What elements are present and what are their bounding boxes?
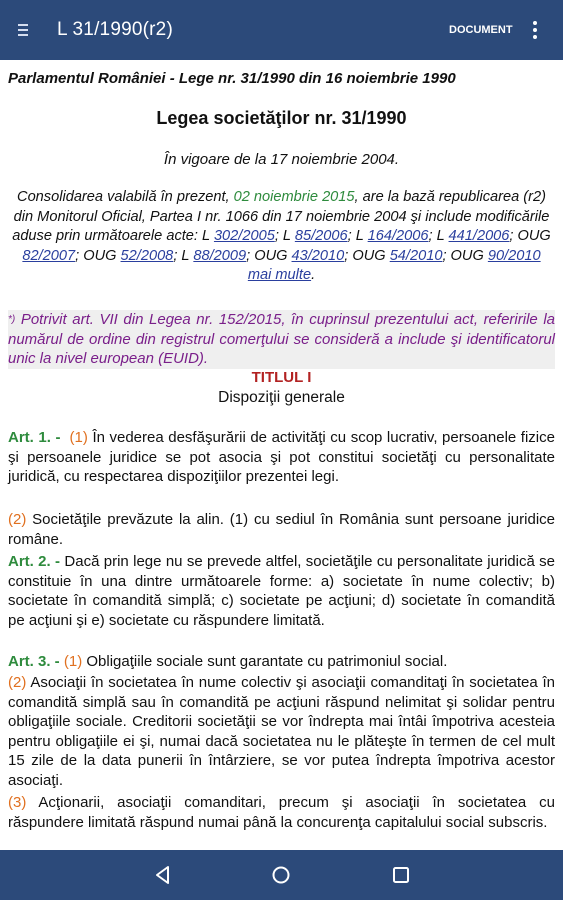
nav-back-icon[interactable] <box>152 864 174 886</box>
note-text: Potrivit art. VII din Legea nr. 152/2015, în cuprinsul prezentului act, referirile la numărul de ordine din registrul comerţului se consideră a include şi identificatorul unic la nivel european (EUID). <box>8 311 555 367</box>
act-link[interactable]: 54/2010 <box>389 247 443 264</box>
in-force-date: În vigoare de la 17 noiembrie 2004. <box>163 151 400 168</box>
paragraph-number: (1) <box>69 429 88 446</box>
act-link[interactable]: 43/2010 <box>291 247 345 264</box>
article-2: Art. 2. - Dacă prin lege nu se prevede altfel, societăţile cu personalitate juridică se constituie în una dintre următoarele forme: a) societate în nume colectiv; b) societate în comandită simplă; c) societate pe acţiuni; d) societate în comandită pe acţiuni şi e) societate cu răspundere limitată. <box>8 553 555 629</box>
article-label[interactable]: Art. 3. - <box>8 653 60 670</box>
document-button[interactable]: DOCUMENT <box>449 24 513 36</box>
act-link[interactable]: 302/2005 <box>213 228 275 245</box>
note-marker: *) <box>8 314 16 325</box>
act-link[interactable]: 88/2009 <box>193 247 247 264</box>
article-label[interactable]: Art. 1. - <box>8 429 61 446</box>
system-navigation-bar <box>0 850 563 900</box>
editorial-note <box>8 310 555 369</box>
more-acts-link[interactable]: mai multe <box>247 267 312 284</box>
article-1-paragraph-1: Art. 1. - (1) În vederea desfăşurării de activităţi cu scop lucrativ, persoanele fizice şi persoanele juridice se pot asocia şi pot constitui societăţi cu personalitate juridică, cu respectarea dispoziţiilor prezentei legi. <box>8 429 555 485</box>
act-link[interactable]: 82/2007 <box>22 247 76 264</box>
law-title: Legea societăţilor nr. 31/1990 <box>156 108 407 128</box>
act-link[interactable]: 164/2006 <box>367 228 429 245</box>
title-name: Dispoziţii generale <box>218 389 345 406</box>
paragraph-number: (3) <box>8 794 27 811</box>
article-1-paragraph-2: (2) Societăţile prevăzute la alin. (1) cu sediul în România sunt persoane juridice române. <box>8 511 555 548</box>
hamburger-menu-icon[interactable] <box>14 18 32 42</box>
title-heading: TITLUL I <box>251 369 312 386</box>
paragraph-number: (1) <box>63 653 83 670</box>
paragraph-number: (2) <box>8 674 27 691</box>
paragraph-number: (2) <box>8 511 27 528</box>
article-3-paragraph-1: Art. 3. - (1) Obligaţiile sociale sunt garantate cu patrimoniul social. <box>8 653 448 670</box>
act-link[interactable]: 441/2006 <box>448 228 510 245</box>
consolidation-info: Consolidarea valabilă în prezent, 02 noiembrie 2015, are la bază republicarea (r2) din Monitorul Oficial, Partea I nr. 1066 din 17 noiembrie 2004 şi include modificările aduse prin următoarele acte: L 302/2005; L 85/2006; L 164/2006; L 441/2006; OUG 82/2007; OUG 52/2008; L 88/2009; OUG 43/2010; OUG 54/2010; OUG 90/2010 mai multe. <box>12 189 551 284</box>
act-link[interactable]: 52/2008 <box>120 247 174 264</box>
article-label[interactable]: Art. 2. - <box>8 553 61 570</box>
document-title: L 31/1990(r2) <box>57 19 173 40</box>
consolidation-date: 02 noiembrie 2015 <box>233 189 355 205</box>
more-vert-icon[interactable] <box>526 18 542 42</box>
document-header: Parlamentul României - Lege nr. 31/1990 din 16 noiembrie 1990 <box>8 70 456 87</box>
act-link[interactable]: 90/2010 <box>487 247 541 264</box>
document-content[interactable] <box>0 60 563 850</box>
app-bar <box>0 0 563 60</box>
nav-home-icon[interactable] <box>270 864 292 886</box>
article-3-paragraph-2: (2) Asociaţii în societatea în nume colectiv şi asociaţii comanditaţi în societatea în comandită simplă sau în comandită pe acţiuni răspund nelimitat şi solidar pentru obligaţiile sociale. Creditorii societăţii se vor îndrepta mai întâi împotriva acesteia pentru obligaţiile ei şi, numai dacă societatea nu le plăteşte în termen de cel mult 15 zile de la data punerii în întârziere, se vor putea îndrepta împotriva acestor asociaţi. <box>8 674 555 789</box>
act-link[interactable]: 85/2006 <box>294 228 348 245</box>
nav-recent-apps-icon[interactable] <box>390 864 412 886</box>
article-3-paragraph-3: (3) Acţionarii, asociaţii comanditari, precum şi asociaţii în societatea cu răspundere limitată răspund numai până la concurenţa capitalului social subscris. <box>8 794 555 831</box>
